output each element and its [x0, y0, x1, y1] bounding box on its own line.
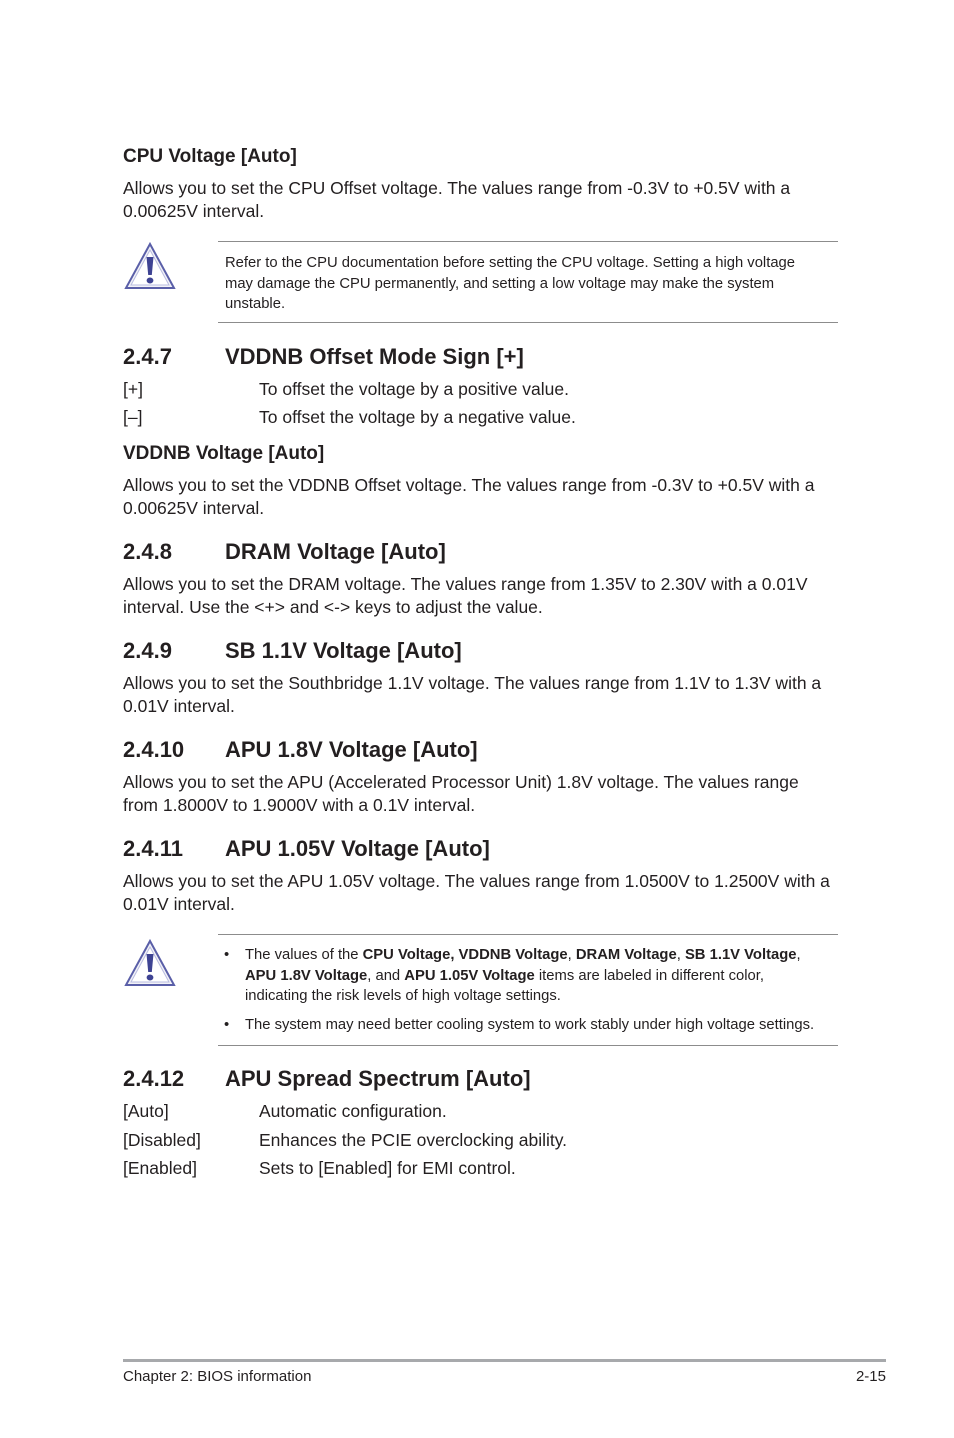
option-key: [Disabled] — [123, 1130, 201, 1150]
cpu-voltage-desc: Allows you to set the CPU Offset voltage. The values range from -0.3V to +0.5V with a 0.00625V interval. — [123, 178, 791, 221]
note-bullet-item — [218, 945, 838, 1007]
option-key: [–] — [123, 407, 143, 427]
option-value: Automatic configuration. — [259, 1101, 447, 1121]
cpu-voltage-heading: CPU Voltage [Auto] — [123, 146, 297, 167]
footer-page-number: 2-15 — [855, 1368, 886, 1385]
apu18-voltage-desc: Allows you to set the APU (Accelerated Processor Unit) 1.8V voltage. The values range from 1.8000V to 1.9000V with a 0.1V interval. — [123, 772, 799, 815]
text-run: , — [676, 947, 685, 963]
option-value: Sets to [Enabled] for EMI control. — [259, 1158, 516, 1178]
section-number: 2.4.8 — [123, 539, 172, 564]
warning-triangle-icon — [123, 241, 177, 291]
sb-voltage-desc: Allows you to set the Southbridge 1.1V voltage. The values range from 1.1V to 1.3V with a 0.01V interval. — [123, 673, 822, 716]
note-text: Refer to the CPU documentation before setting the CPU voltage. Setting a high voltage may damage the CPU permanently, and setting a low voltage may make the system unstable. — [225, 255, 796, 312]
bold-term: DRAM Voltage — [575, 947, 677, 963]
vddnb-voltage-desc: Allows you to set the VDDNB Offset voltage. The values range from -0.3V to +0.5V with a 0.00625V interval. — [123, 475, 815, 518]
section-title: APU 1.05V Voltage [Auto] — [225, 836, 490, 861]
section-title: SB 1.1V Voltage [Auto] — [225, 638, 462, 663]
option-value: To offset the voltage by a negative value. — [259, 407, 576, 427]
section-number: 2.4.10 — [123, 737, 185, 762]
option-value: To offset the voltage by a positive value. — [259, 379, 570, 399]
note-box-cpu — [218, 241, 838, 323]
apu105-voltage-desc: Allows you to set the APU 1.05V voltage. The values range from 1.0500V to 1.2500V with a 0.01V interval. — [123, 871, 830, 914]
note-bullet-item — [218, 1015, 838, 1036]
note-box-voltage — [218, 934, 838, 1046]
option-key: [Auto] — [123, 1101, 169, 1121]
option-value: Enhances the PCIE overclocking ability. — [259, 1130, 568, 1150]
footer-chapter: Chapter 2: BIOS information — [123, 1368, 312, 1385]
bold-term: SB 1.1V Voltage — [684, 947, 797, 963]
text-run: , — [567, 947, 576, 963]
section-number: 2.4.12 — [123, 1066, 185, 1091]
section-number: 2.4.7 — [123, 344, 172, 369]
bullet-mark: • — [224, 1017, 230, 1033]
text-run: The values of the — [245, 947, 363, 963]
section-title: VDDNB Offset Mode Sign [+] — [225, 344, 524, 369]
warning-triangle-icon — [123, 938, 177, 988]
text-run: , — [796, 947, 801, 963]
dram-voltage-desc: Allows you to set the DRAM voltage. The values range from 1.35V to 2.30V with a 0.01V interval. Use the <+> and <-> keys to adjust the value. — [123, 574, 808, 617]
section-number: 2.4.9 — [123, 638, 172, 663]
bold-term: APU 1.8V Voltage — [245, 967, 368, 984]
bullet-mark: • — [224, 947, 230, 963]
section-title: APU 1.8V Voltage [Auto] — [225, 737, 478, 762]
bold-term: APU 1.05V Voltage — [404, 967, 535, 984]
section-title: APU Spread Spectrum [Auto] — [225, 1066, 531, 1091]
vddnb-voltage-heading: VDDNB Voltage [Auto] — [123, 443, 325, 464]
text-run: , and — [367, 967, 405, 984]
option-key: [+] — [123, 379, 143, 399]
footer-rule — [123, 1359, 886, 1362]
text-run: items are labeled in different color, indicating the risk levels of high voltage settings. — [245, 967, 764, 1004]
section-number: 2.4.11 — [123, 836, 183, 861]
section-title: DRAM Voltage [Auto] — [225, 539, 446, 564]
note-bullet-text: The system may need better cooling system to work stably under high voltage settings. — [245, 1017, 815, 1033]
note-bullet-text — [245, 945, 830, 1007]
bold-term: CPU Voltage, VDDNB Voltage — [362, 947, 568, 963]
option-key: [Enabled] — [123, 1158, 197, 1178]
